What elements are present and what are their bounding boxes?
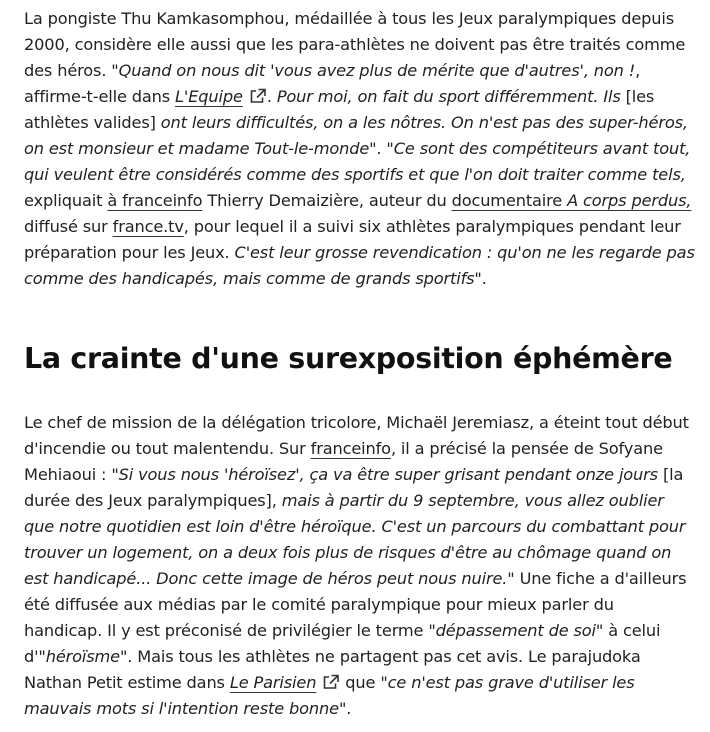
paragraph-1: La pongiste Thu Kamkasomphou, médaillée à tous les Jeux paralympiques depuis 2000, considère elle aussi que les para-athlètes ne doivent pas être traités comme des héros. "Quand on nous dit 'vous avez plus de mérite que d'autres', non !, affirme-t-elle dans L'Equipe . Pour moi, on fait du sport différemment. Ils [les athlètes valides] ont leurs difficultés, on a les nôtres. On n'est pas des super-héros, on est monsieur et madame Tout-le-monde". "Ce sont des compétiteurs avant tout, qui veulent être considérés comme des sportifs et que l'on doit traiter comme tels, expliquait à franceinfo Thierry Demaizière, auteur du documentaire A corps perdus, diffusé sur france.tv, pour lequel il a suivi six athlètes paralympiques pendant leur préparation pour les Jeux. C'est leur grosse revendication : qu'on ne les regarde pas comme des handicapés, mais comme de grands sportifs".	[24, 9, 695, 288]
paragraph-2: Le chef de mission de la délégation tricolore, Michaël Jeremiasz, a éteint tout début d'incendie ou tout malentendu. Sur franceinfo, il a précisé la pensée de Sofyane Mehiaoui : "Si vous nous 'héroïsez', ça va être super grisant pendant onze jours [la durée des Jeux paralympiques], mais à partir du 9 septembre, vous allez oublier que notre quotidien est loin d'être héroïque. C'est un parcours du combattant pour trouver un logement, on a deux fois plus de risques d'être au chômage quand on est handicapé... Donc cette image de héros peut nous nuire." Une fiche a d'ailleurs été diffusée aux médias par le comité paralympique pour mieux parler du handicap. Il y est préconisé de privilégier le terme "dépassement de soi" à celui d'"héroïsme". Mais tous les athlètes ne partagent pas cet avis. Le parajudoka Nathan Petit estime dans Le Parisien que "ce n'est pas grave d'utiliser les mauvais mots si l'intention reste bonne".	[24, 413, 689, 718]
link-le-parisien[interactable]: Le Parisien	[230, 673, 340, 692]
link-documentaire[interactable]: documentaire A corps perdus,	[451, 191, 692, 210]
link-lequipe[interactable]: L'Equipe	[175, 87, 267, 106]
link-francetv[interactable]: france.tv	[112, 217, 184, 236]
link-franceinfo-1[interactable]: à franceinfo	[107, 191, 203, 210]
external-link-icon	[322, 674, 340, 690]
link-franceinfo-2[interactable]: franceinfo	[310, 439, 391, 458]
external-link-icon	[249, 88, 267, 104]
section-heading: La crainte d'une surexposition éphémère	[24, 342, 673, 375]
